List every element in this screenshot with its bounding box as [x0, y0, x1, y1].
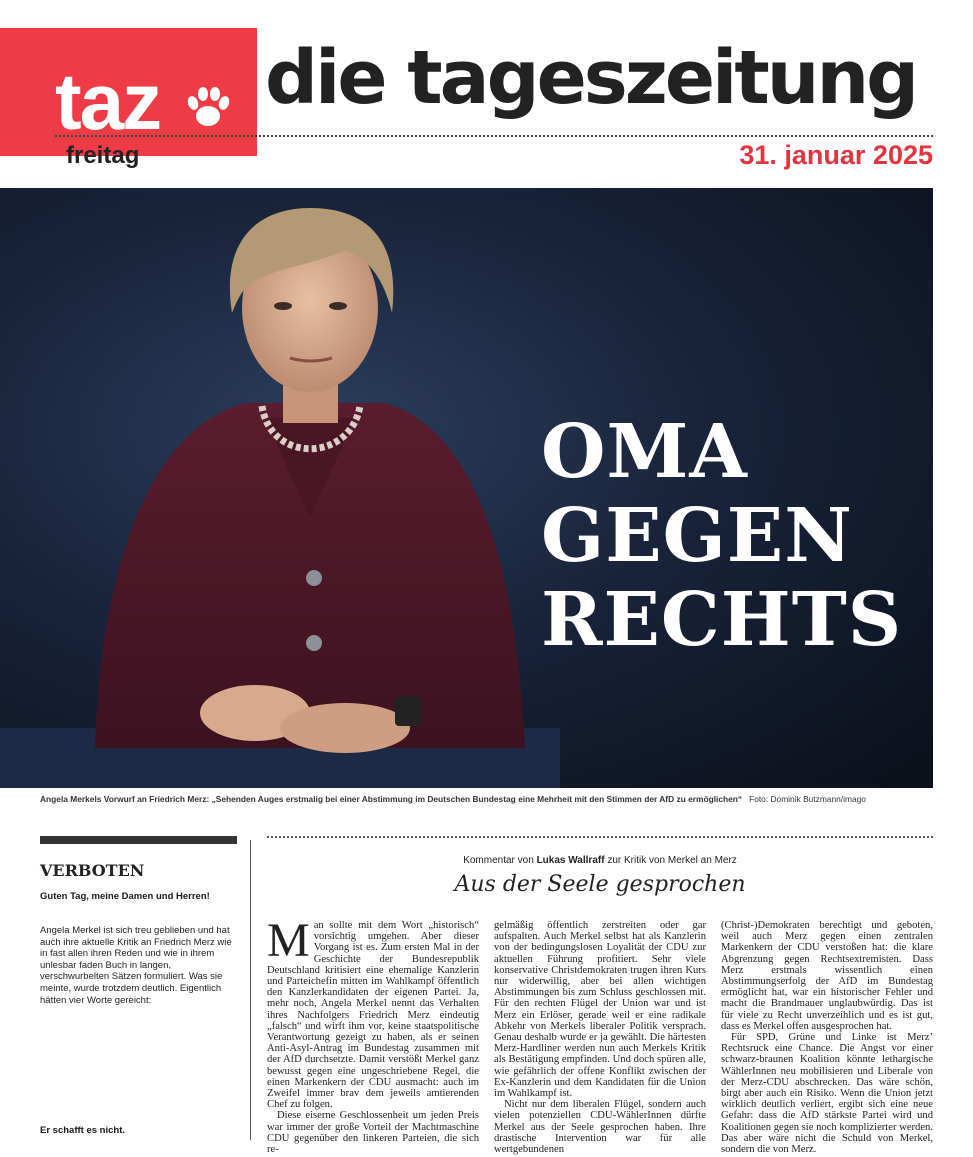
commentary-divider — [267, 836, 933, 838]
paragraph: gelmäßig öffentlich zerstreiten oder gar aufspalten. Auch Merkel selbst hat als Kanzlerin von der bedingungslosen Loyalität der CDU zur aktuellen Führung profitiert. Sehr viele konservative Christdemokraten trugen ihren Kurs nur widerwillig, aber bei allen wichtigen Abstimmungen bis zum Schluss geschlossen mit. Für den rechten Flügel der Union war und ist Merz ein Erlöser, gerade weil er eine radikale Abkehr von Merkels liberaler Politik versprach. Genau deshalb wurde er ja gewählt. Die härtesten Merz-Hardliner werden nun auch Merkels Kritik als Bestätigung empfinden. Und doch spüren alle, wie gefährlich der offene Konflikt zwischen der Ex-Kanzlerin und dem Kandidaten für die Union im Wahlkampf ist. — [494, 920, 706, 1100]
paper-name: die tageszeitung — [265, 35, 917, 121]
article-title[interactable]: Aus der Seele gesprochen — [454, 872, 746, 897]
article-column-2 — [494, 920, 706, 1155]
paragraph: Für SPD, Grüne und Linke ist Merz’ Rechtsruck eine Chance. Die Angst vor einer schwarz-braunen Koalition könnte lethargische WählerInnen neu mobilisieren und Liberale von der Merz-CDU abschrecken. Das wäre schön, birgt aber auch ein Risiko. Wenn die Union jetzt wirklich deutlich verliert, ergibt sich eine neue Gefahr: dass die AfD stärkste Partei wird und Koalitionen gegen sie noch komplizierter werden. Das aber wäre nicht die Schuld von Merkel, sondern die von Merz. — [721, 1032, 933, 1156]
caption-text: Angela Merkels Vorwurf an Friedrich Merz: „Sehenden Auges erstmalig bei einer Abstimmung im Deutschen Bundestag eine Mehrheit mit den Stimmen der AfD zu ermöglichen“ — [40, 794, 743, 804]
headline-line: GEGEN — [541, 493, 853, 579]
masthead-divider — [55, 135, 933, 137]
headline-line: OMA — [541, 409, 748, 495]
verboten-signoff: Er schafft es nicht. — [40, 1125, 125, 1136]
logo-text: taz — [55, 57, 161, 146]
paragraph: Nicht nur dem liberalen Flügel, sondern auch vielen potenziellen CDU-WählerInnen dürfte Merkel aus der Seele gesprochen haben. Ihre drastische Intervention war für alle wertgebundenen — [494, 1099, 706, 1156]
paragraph: Diese eiserne Geschlossenheit um jeden Preis war immer der große Vorteil der Machtmaschine CDU gegenüber den linkeren Parteien, die sich re- — [267, 1110, 479, 1156]
weekday: freitag — [66, 142, 140, 169]
article-column-3 — [721, 920, 933, 1155]
byline-suffix: zur Kritik von Merkel an Merz — [607, 855, 737, 866]
column-divider — [250, 840, 251, 1140]
issue-date: 31. januar 2025 — [739, 140, 933, 170]
paragraph: (Christ-)Demokraten berechtigt und geboten, weil auch Merz gegen einen zentralen Markenkern der CDU verstoßen hat: die klare Abgrenzung gegen Rechtsextremisten. Dass Merz erstmals wissentlich einen Abstimmungserfolg der AfD im Bundestag ermöglicht hat, war ein historischer Fehler und macht die Brandmauer unglaubwürdig. Das ist für viele zu Recht unverzeihlich und es ist gut, dass es Merkel offen ausgesprochen hat. — [721, 920, 933, 1032]
verboten-title: VERBOTEN — [40, 861, 145, 880]
portrait-illustration — [0, 188, 560, 788]
article-byline — [267, 855, 933, 866]
article-column-1 — [267, 914, 479, 1156]
verboten-bar — [40, 836, 237, 844]
paw-icon — [183, 83, 233, 133]
author-name[interactable]: Lukas Wallraff — [536, 855, 605, 866]
photo-caption — [40, 794, 940, 804]
main-headline[interactable] — [541, 410, 902, 662]
paragraph: an sollte mit dem Wort „historisch“ vorsichtig umgehen. Aber dieser Vorgang ist es. Zum ersten Mal in der Geschichte der Bundesrepublik Deutschland kritisiert eine ehemalige Kanzlerin und Parteichefin mitten im Wahlkampf öffentlich den Kanzlerkandidaten der eigenen Partei. Ja, mehr noch, Angela Merkel nennt das Verhalten ihres Nachfolgers Friedrich Merz eindeutig „falsch“ und wirft ihm vor, keine staatspolitische Verantwortung gezeigt zu haben, als er seinen Anti-Asyl-Antrag im Bundestag zusammen mit der AfD durchsetzte. Damit verstößt Merkel ganz bewusst gegen eine ungeschriebene Regel, die einen Markenkern der CDU ausmacht: auch im Zweifel immer brav dem jeweils amtierenden Chef zu folgen. — [267, 920, 479, 1111]
hero-photo[interactable] — [0, 188, 933, 788]
verboten-greeting: Guten Tag, meine Damen und Herren! — [40, 891, 210, 902]
verboten-body: Angela Merkel ist sich treu geblieben und hat auch ihre aktuelle Kritik an Friedrich Merz wie in fast allen ihren Reden und wie in ihrem unlesbar faden Buch in langen, verschwurbelten Sätzen formuliert. Was sie meinte, wurde trotzdem deutlich. Eigentlich hätten vier Worte gereicht: — [40, 925, 232, 1006]
photo-credit: Foto: Dominik Butzmann/imago — [749, 794, 866, 804]
headline-line: RECHTS — [541, 577, 903, 663]
byline-prefix: Kommentar von — [463, 855, 534, 866]
drop-cap: M — [267, 914, 310, 967]
